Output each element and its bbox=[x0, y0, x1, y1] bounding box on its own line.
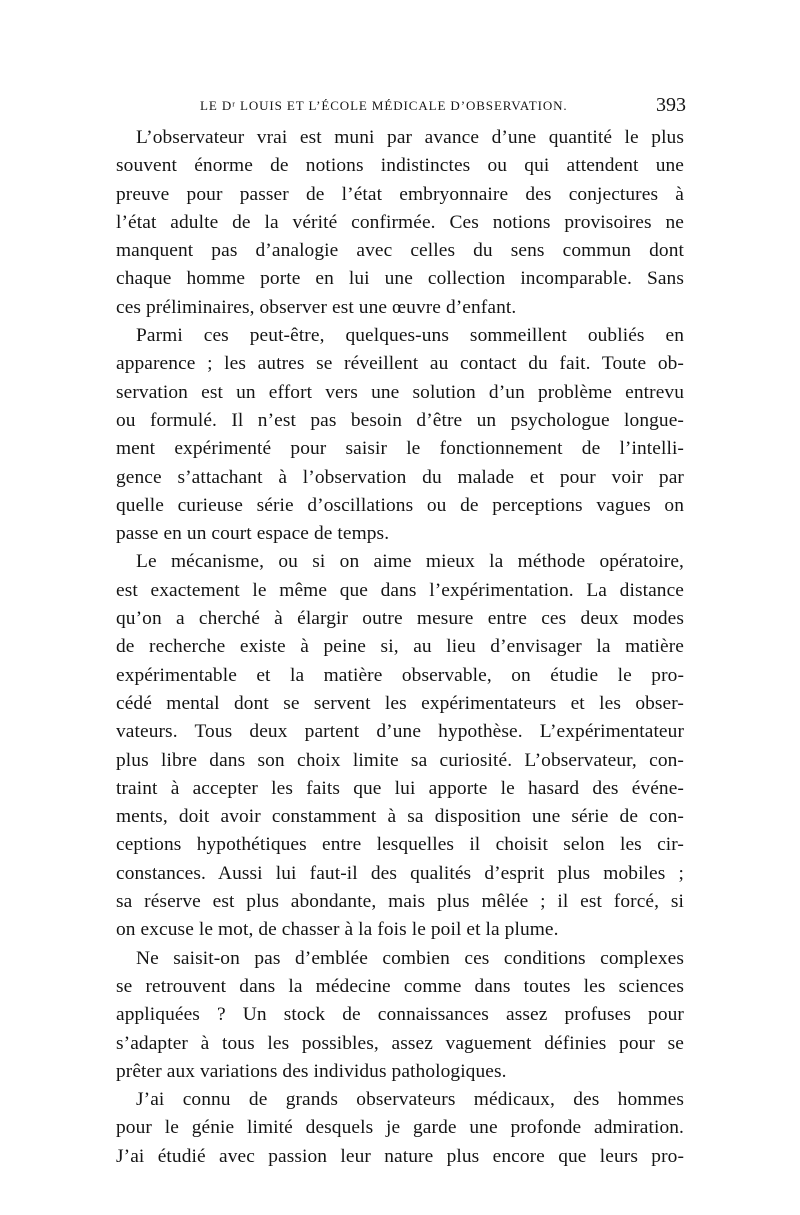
text-line: ou formulé. Il n’est pas besoin d’être un psychologue longue- bbox=[116, 409, 684, 431]
text-line: ment expérimenté pour saisir le fonctionnement de l’intelli- bbox=[116, 438, 684, 460]
paragraph bbox=[116, 1086, 684, 1171]
text-line: apparence ; les autres se réveillent au contact du fait. Toute ob- bbox=[116, 353, 684, 375]
text-line: Le mécanisme, ou si on aime mieux la méthode opératoire, bbox=[136, 551, 684, 573]
text-line: constances. Aussi lui faut-il des qualités d’esprit plus mobiles ; bbox=[116, 862, 684, 884]
text-line: Parmi ces peut-être, quelques-uns sommeillent oubliés en bbox=[136, 325, 684, 347]
paragraph bbox=[116, 322, 684, 548]
text-line: gence s’attachant à l’observation du malade et pour voir par bbox=[116, 466, 684, 488]
text-line: qu’on a cherché à élargir outre mesure entre ces deux modes bbox=[116, 608, 684, 630]
text-line: chaque homme porte en lui une collection incomparable. Sans bbox=[116, 268, 684, 290]
body-text-block bbox=[116, 124, 684, 1171]
text-line: J’ai étudié avec passion leur nature plus encore que leurs pro- bbox=[116, 1145, 684, 1167]
book-page bbox=[116, 94, 684, 1171]
text-line: traint à accepter les faits que lui apporte le hasard des événe- bbox=[116, 777, 684, 799]
text-line: appliquées ? Un stock de connaissances assez profuses pour bbox=[116, 1004, 684, 1026]
paragraph bbox=[116, 548, 684, 944]
text-line: manquent pas d’analogie avec celles du sens commun dont bbox=[116, 240, 684, 262]
text-line: passe en un court espace de temps. bbox=[116, 523, 390, 545]
running-head bbox=[116, 94, 684, 124]
text-line: ments, doit avoir constamment à sa disposition une série de con- bbox=[116, 806, 684, 828]
text-line: s’adapter à tous les possibles, assez vaguement définies pour se bbox=[116, 1032, 684, 1054]
paragraph bbox=[116, 945, 684, 1086]
text-line: souvent énorme de notions indistinctes ou qui attendent une bbox=[116, 155, 684, 177]
text-line: de recherche existe à peine si, au lieu d’envisager la matière bbox=[116, 636, 684, 658]
text-line: expérimentable et la matière observable, on étudie le pro- bbox=[116, 664, 684, 686]
text-line: se retrouvent dans la médecine comme dans toutes les sciences bbox=[116, 975, 684, 997]
text-line: J’ai connu de grands observateurs médicaux, des hommes bbox=[136, 1089, 684, 1111]
text-line: sa réserve est plus abondante, mais plus mêlée ; il est forcé, si bbox=[116, 891, 684, 913]
text-line: on excuse le mot, de chasser à la fois le poil et la plume. bbox=[116, 919, 559, 941]
text-line: preuve pour passer de l’état embryonnaire des conjectures à bbox=[116, 183, 684, 205]
text-line: ceptions hypothétiques entre lesquelles il choisit selon les cir- bbox=[116, 834, 684, 856]
text-line: cédé mental dont se servent les expérimentateurs et les obser- bbox=[116, 692, 684, 714]
text-line: vateurs. Tous deux partent d’une hypothèse. L’expérimentateur bbox=[116, 721, 684, 743]
text-line: l’état adulte de la vérité confirmée. Ces notions provisoires ne bbox=[116, 211, 684, 233]
text-line: servation est un effort vers une solution d’un problème entrevu bbox=[116, 381, 684, 403]
page-number: 393 bbox=[656, 94, 686, 116]
text-line: L’observateur vrai est muni par avance d’une quantité le plus bbox=[136, 127, 684, 148]
text-line: plus libre dans son choix limite sa curiosité. L’observateur, con- bbox=[116, 749, 684, 771]
text-line: prêter aux variations des individus pathologiques. bbox=[116, 1060, 507, 1082]
paragraph bbox=[116, 124, 684, 322]
text-line: est exactement le même que dans l’expérimentation. La distance bbox=[116, 579, 684, 601]
running-title: LE Dʳ LOUIS ET L’ÉCOLE MÉDICALE D’OBSERVATION. bbox=[200, 98, 568, 113]
text-line: pour le génie limité desquels je garde une profonde admiration. bbox=[116, 1117, 684, 1139]
text-line: ces préliminaires, observer est une œuvre d’enfant. bbox=[116, 296, 517, 318]
text-line: quelle curieuse série d’oscillations ou de perceptions vagues on bbox=[116, 494, 684, 516]
text-line: Ne saisit-on pas d’emblée combien ces conditions complexes bbox=[136, 947, 684, 969]
